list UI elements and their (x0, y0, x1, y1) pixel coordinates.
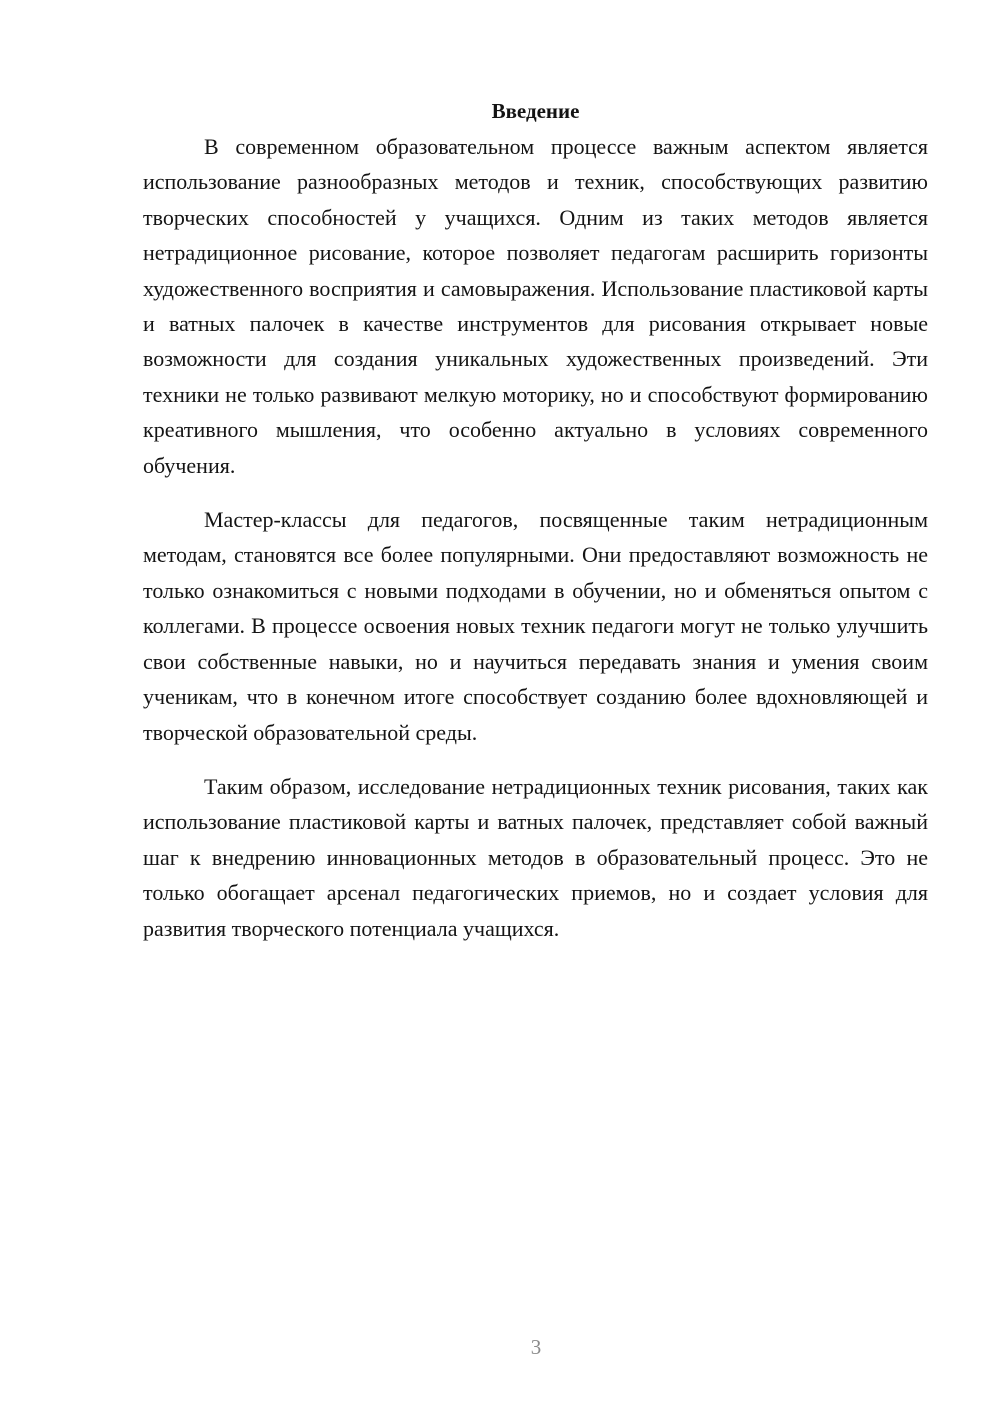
page-number: 3 (530, 1335, 542, 1359)
paragraph-1: В современном образовательном процессе важным аспектом является использование разнообразных методов и техник, способствующих развитию творческих способностей у учащихся. Одним из таких методов является нетрадиционное рисование, которое позволяет педагогам расширить горизонты художественного восприятия и самовыражения. Использование пластиковой карты и ватных палочек в качестве инструментов для рисования открывает новые возможности для создания уникальных художественных произведений. Эти техники не только развивают мелкую моторику, но и способствуют формированию креативного мышления, что особенно актуально в условиях современного обучения. (143, 134, 928, 478)
section-heading: Введение (491, 99, 580, 123)
paragraph-2: Мастер-классы для педагогов, посвященные таким нетрадиционным методам, становятся все более популярными. Они предоставляют возможность не только ознакомиться с новыми подходами в обучении, но и обменяться опытом с коллегами. В процессе освоения новых техник педагоги могут не только улучшить свои собственные навыки, но и научиться передавать знания и умения своим ученикам, что в конечном итоге способствует созданию более вдохновляющей и творческой образовательной среды. (143, 507, 928, 745)
paragraph-3: Таким образом, исследование нетрадиционных техник рисования, таких как использование пластиковой карты и ватных палочек, представляет собой важный шаг к внедрению инновационных методов в образовательный процесс. Это не только обогащает арсенал педагогических приемов, но и создает условия для развития творческого потенциала учащихся. (143, 773, 928, 941)
page-content (143, 96, 928, 946)
